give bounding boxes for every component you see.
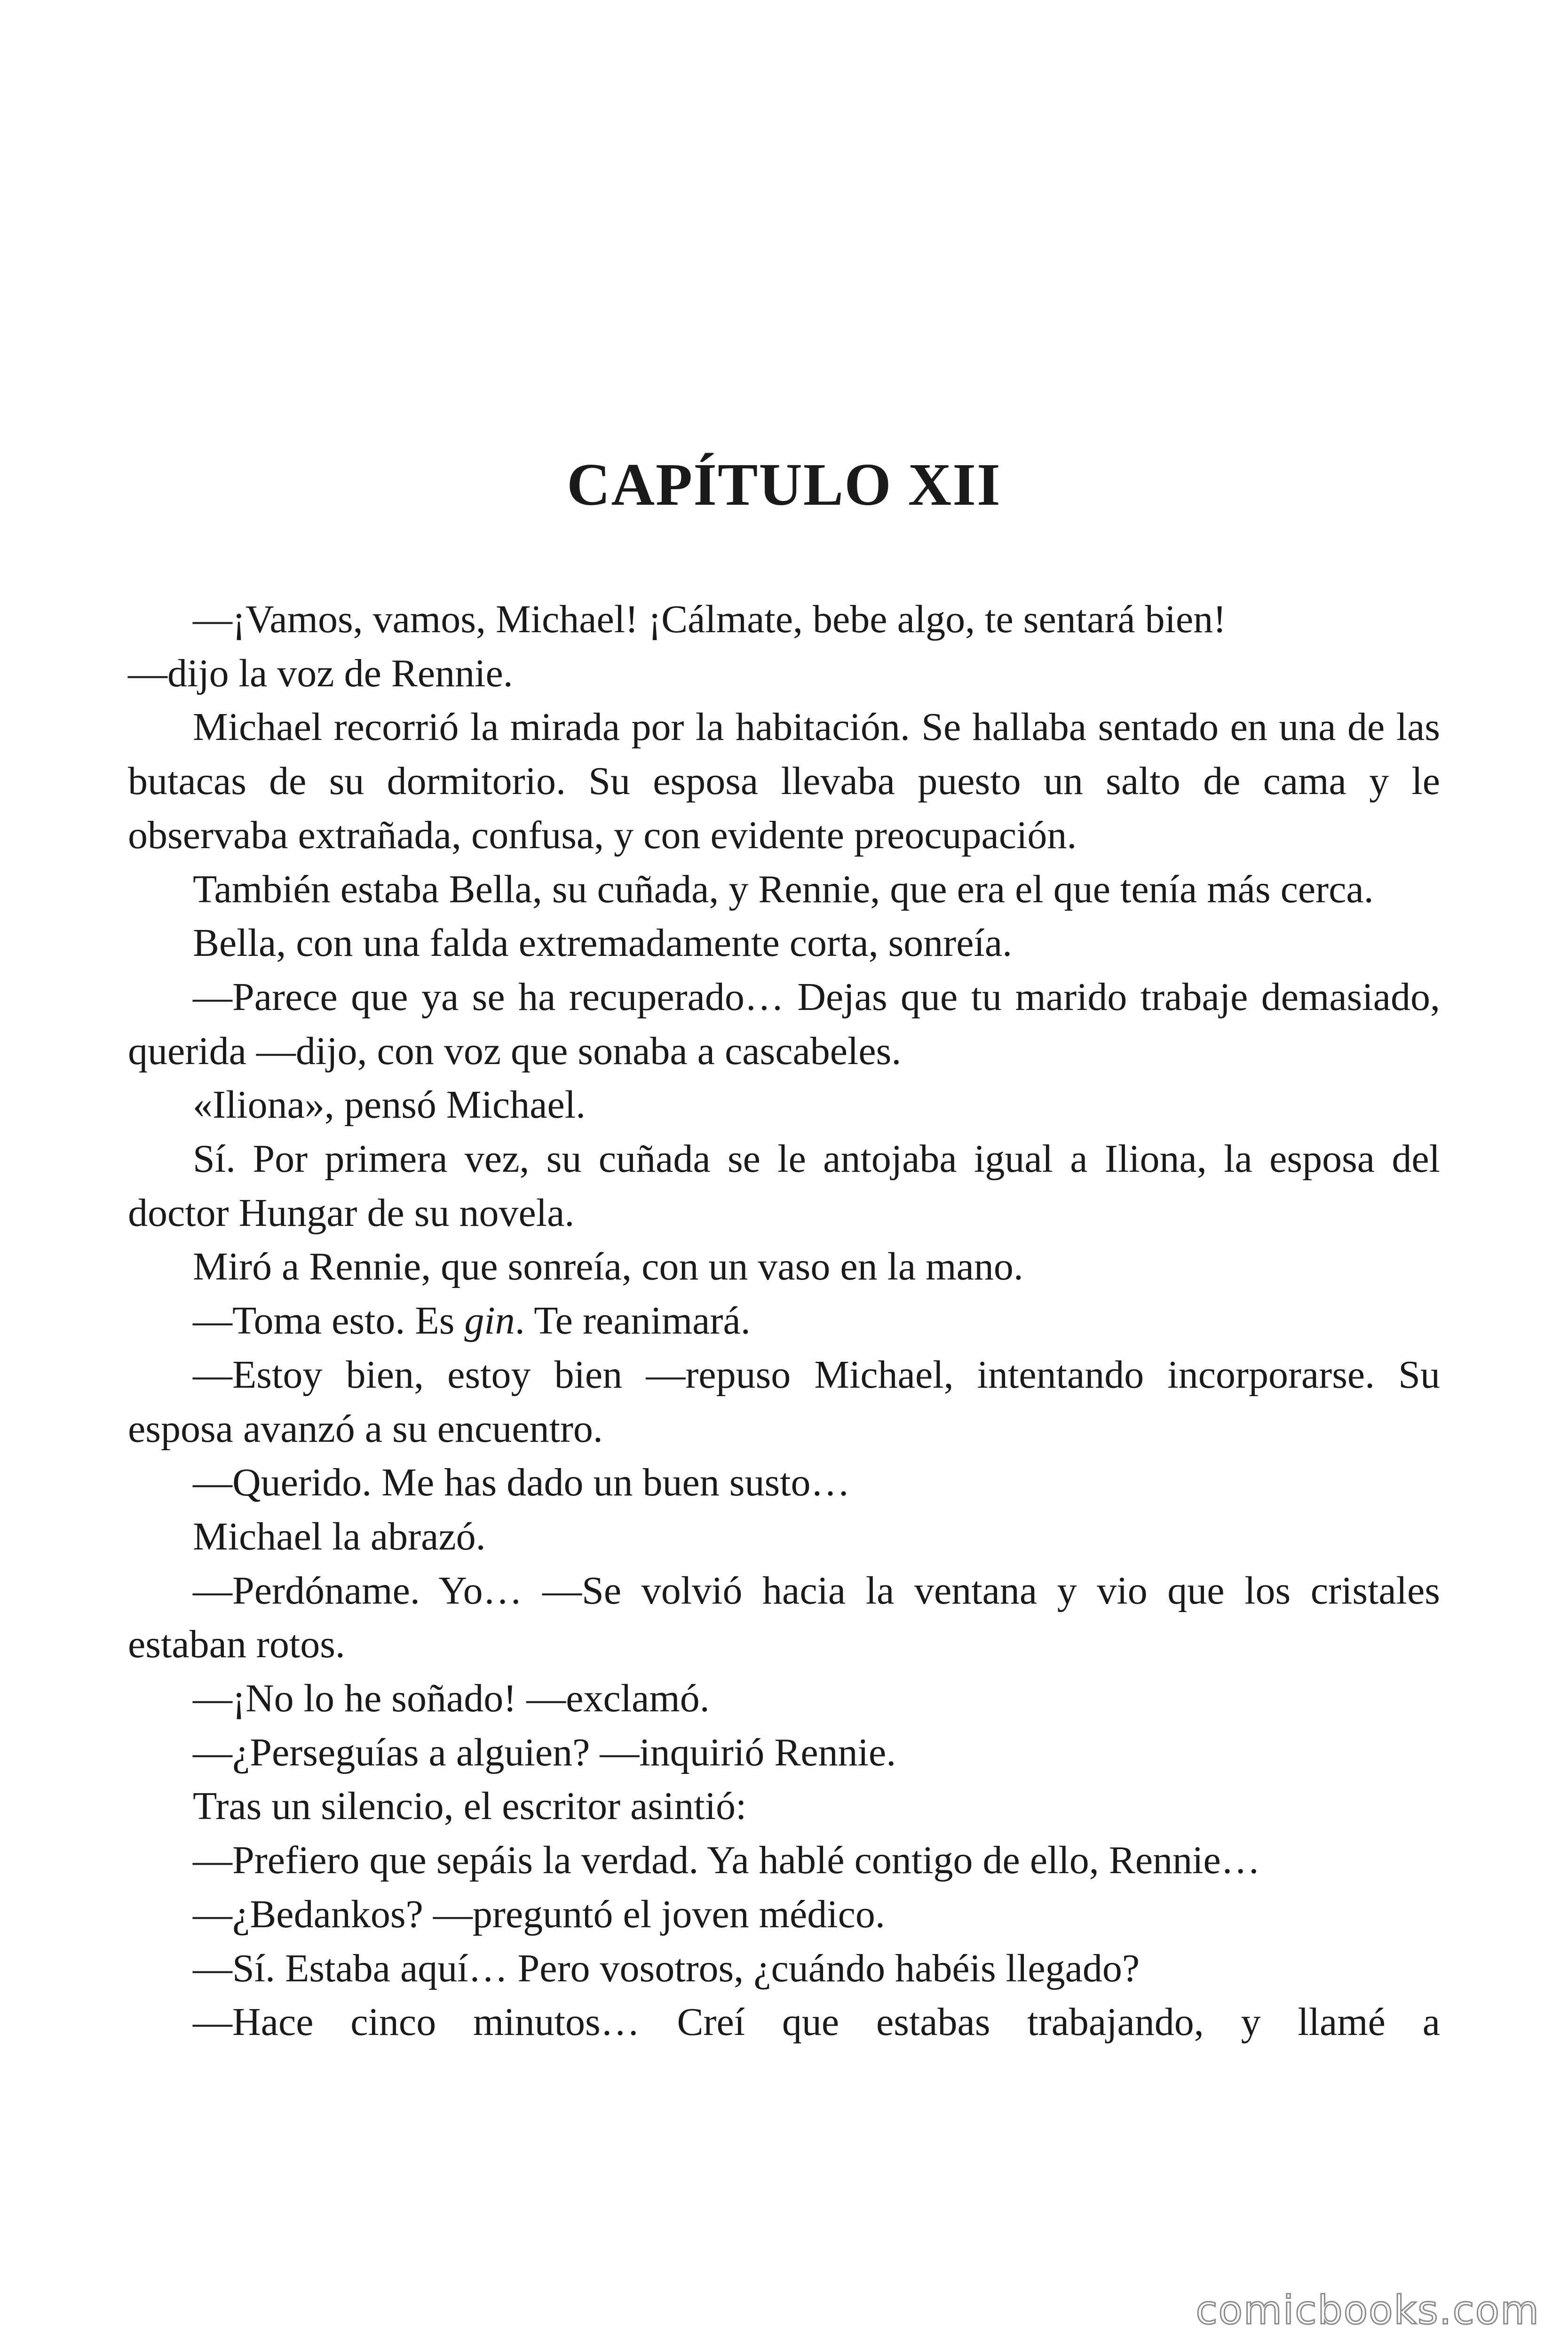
paragraph-text: —Sí. Estaba aquí… Pero vosotros, ¿cuándo habéis llegado? xyxy=(193,1946,1140,1990)
chapter-title: CAPÍTULO XII xyxy=(567,451,1001,518)
paragraph-text: Miró a Rennie, que sonreía, con un vaso en la mano. xyxy=(193,1245,1023,1289)
paragraph-text: —Hace cinco minutos… Creí que estabas trabajando, y llamé a xyxy=(193,2000,1440,2044)
paragraph-text: —¡Vamos, vamos, Michael! ¡Cálmate, bebe algo, te sentará bien! xyxy=(193,597,1227,641)
paragraph xyxy=(128,593,1440,647)
paragraph-text: —Toma esto. Es xyxy=(193,1299,465,1343)
paragraph-text: Michael recorrió la mirada por la habitación. Se hallaba sentado en una de las butacas de su dormitorio. Su esposa llevaba puesto un salto de cama y le observaba extrañada, confusa, y con evidente preocupación. xyxy=(128,705,1440,857)
watermark-logo: comicbooks.com xyxy=(1196,2287,1540,2333)
paragraph-text: También estaba Bella, su cuñada, y Rennie, que era el que tenía más cerca. xyxy=(193,867,1374,911)
paragraph xyxy=(128,1294,1440,1348)
paragraph-text: —¿Perseguías a alguien? —inquirió Rennie. xyxy=(193,1730,896,1774)
paragraph xyxy=(128,1995,1440,2050)
paragraph xyxy=(128,647,1440,701)
chapter-body xyxy=(128,593,1440,2050)
paragraph-text: . Te reanimará. xyxy=(515,1299,751,1343)
paragraph xyxy=(128,1240,1440,1294)
paragraph-text: —Parece que ya se ha recuperado… Dejas que tu marido trabaje demasiado, querida —dijo, con voz que sonaba a cascabeles. xyxy=(128,975,1440,1073)
paragraph-text: Sí. Por primera vez, su cuñada se le antojaba igual a Iliona, la esposa del doctor Hungar de su novela. xyxy=(128,1137,1440,1235)
paragraph xyxy=(128,700,1440,862)
paragraph xyxy=(128,1780,1440,1834)
paragraph-text: «Iliona», pensó Michael. xyxy=(193,1083,586,1127)
paragraph xyxy=(128,1078,1440,1132)
paragraph xyxy=(128,970,1440,1078)
paragraph-text: —Prefiero que sepáis la verdad. Ya hablé contigo de ello, Rennie… xyxy=(193,1838,1260,1883)
paragraph-text: —¡No lo he soñado! —exclamó. xyxy=(193,1677,710,1721)
paragraph xyxy=(128,1942,1440,1996)
paragraph xyxy=(128,1672,1440,1726)
paragraph xyxy=(128,1510,1440,1564)
paragraph xyxy=(128,1456,1440,1510)
paragraph xyxy=(128,916,1440,970)
paragraph xyxy=(128,1834,1440,1888)
paragraph-text: —Perdóname. Yo… —Se volvió hacia la ventana y vio que los cristales estaban rotos. xyxy=(128,1568,1440,1667)
paragraph xyxy=(128,1888,1440,1942)
paragraph xyxy=(128,863,1440,917)
paragraph-text: —dijo la voz de Rennie. xyxy=(128,651,513,695)
paragraph-text: Michael la abrazó. xyxy=(193,1514,486,1558)
paragraph xyxy=(128,1348,1440,1456)
paragraph xyxy=(128,1132,1440,1240)
paragraph-text: Tras un silencio, el escritor asintió: xyxy=(193,1784,747,1828)
italic-text: gin xyxy=(464,1299,515,1343)
paragraph-text: —Querido. Me has dado un buen susto… xyxy=(193,1461,850,1505)
paragraph-text: —Estoy bien, estoy bien —repuso Michael, intentando incorporarse. Su esposa avanzó a su encuentro. xyxy=(128,1352,1440,1451)
paragraph xyxy=(128,1564,1440,1672)
paragraph-text: Bella, con una falda extremadamente corta, sonreía. xyxy=(193,921,1013,965)
paragraph xyxy=(128,1726,1440,1780)
paragraph-text: —¿Bedankos? —preguntó el joven médico. xyxy=(193,1892,885,1936)
